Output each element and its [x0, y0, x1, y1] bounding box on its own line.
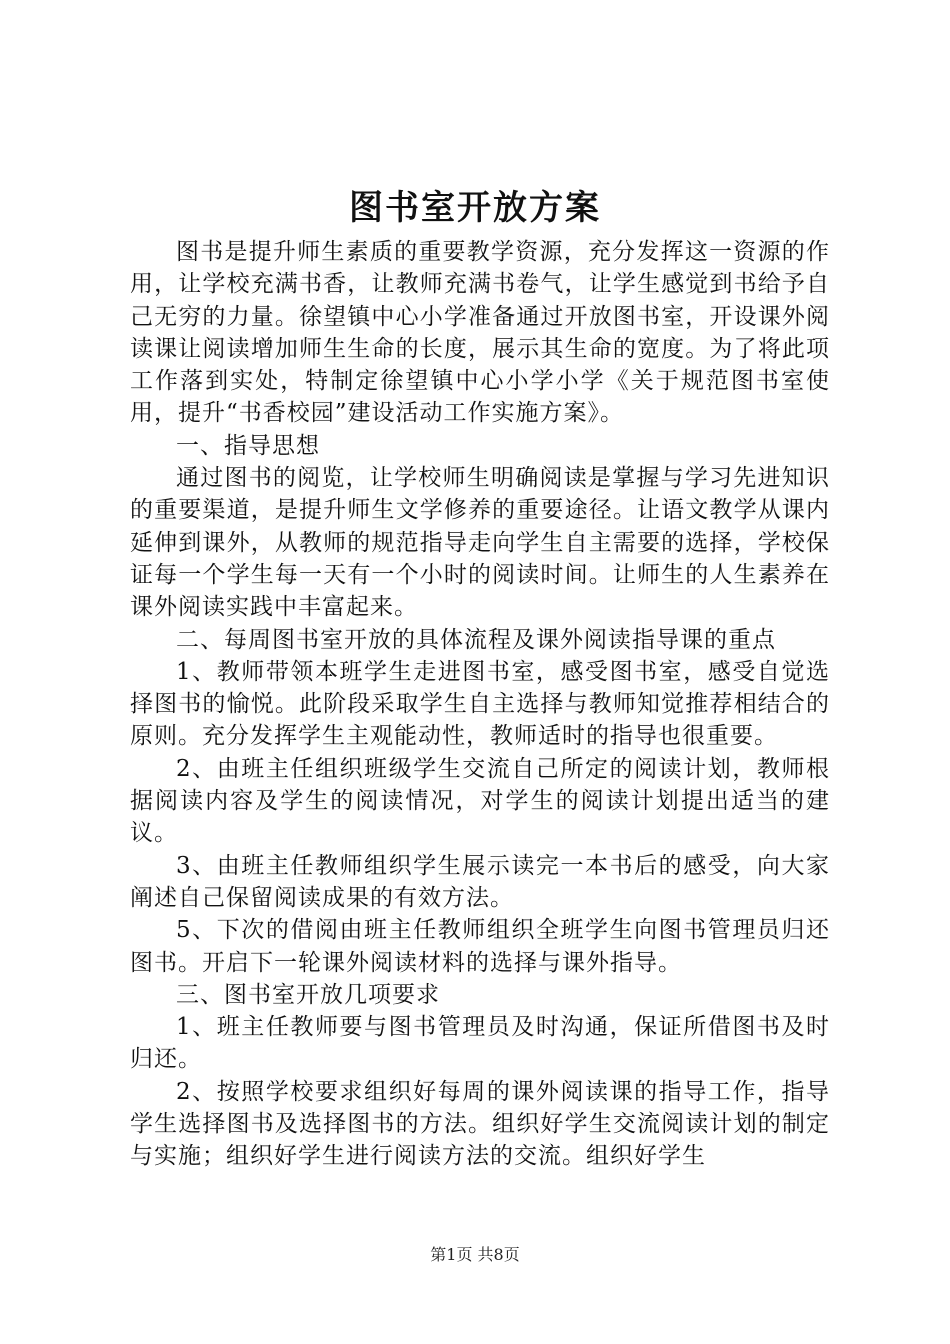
process-item-3: 3、由班主任教师组织学生展示读完一本书后的感受，向大家阐述自己保留阅读成果的有效方法。 — [130, 852, 830, 911]
guiding-thought-paragraph: 通过图书的阅览，让学校师生明确阅读是掌握与学习先进知识的重要渠道，是提升师生文学修养的重要途径。让语文教学从课内延伸到课外，从教师的规范指导走向学生自主需要的选择，学校保证每一个学生每一天有一个小时的阅读时间。让师生的人生素养在课外阅读实践中丰富起来。 — [130, 465, 830, 621]
intro-paragraph: 图书是提升师生素质的重要教学资源，充分发挥这一资源的作用，让学校充满书香，让教师充满书卷气，让学生感觉到书给予自己无穷的力量。徐望镇中心小学准备通过开放图书室，开设课外阅读课让阅读增加师生生命的长度，展示其生命的宽度。为了将此项工作落到实处，特制定徐望镇中心小学小学《关于规范图书室使用，提升“书香校园”建设活动工作实施方案》。 — [130, 239, 830, 427]
document-body — [130, 236, 830, 1173]
page-footer: 第1页 共8页 — [430, 1245, 520, 1264]
section-heading-requirements: 三、图书室开放几项要求 — [176, 981, 440, 1008]
section-heading-weekly-process: 二、每周图书室开放的具体流程及课外阅读指导课的重点 — [176, 626, 776, 653]
section-heading-guiding-thought: 一、指导思想 — [176, 432, 320, 459]
process-item-1: 1、教师带领本班学生走进图书室，感受图书室，感受自觉选择图书的愉悦。此阶段采取学生自主选择与教师知觉推荐相结合的原则。充分发挥学生主观能动性，教师适时的指导也很重要。 — [130, 658, 830, 750]
process-item-5: 5、下次的借阅由班主任教师组织全班学生向图书管理员归还图书。开启下一轮课外阅读材料的选择与课外指导。 — [130, 917, 830, 976]
requirement-item-2: 2、按照学校要求组织好每周的课外阅读课的指导工作，指导学生选择图书及选择图书的方法。组织好学生交流阅读计划的制定与实施；组织好学生进行阅读方法的交流。组织好学生 — [130, 1078, 830, 1170]
page-title: 图书室开放方案 — [349, 188, 601, 228]
process-item-2: 2、由班主任组织班级学生交流自己所定的阅读计划，教师根据阅读内容及学生的阅读情况，对学生的阅读计划提出适当的建议。 — [130, 755, 830, 847]
requirement-item-1: 1、班主任教师要与图书管理员及时沟通，保证所借图书及时归还。 — [130, 1014, 830, 1073]
